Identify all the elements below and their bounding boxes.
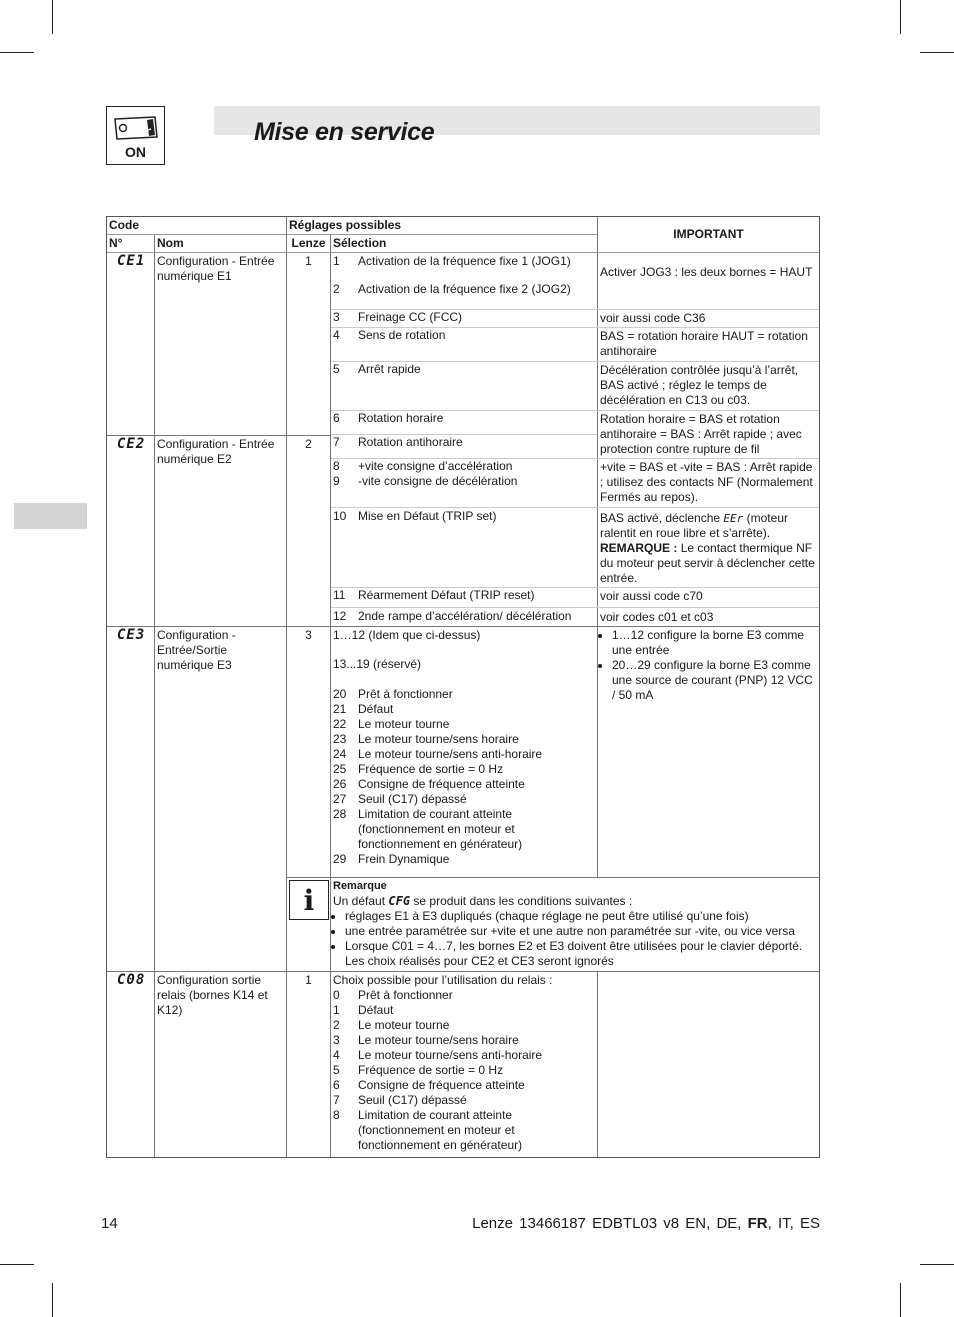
list-item: 26 Consigne de fréquence atteinte [333, 777, 525, 791]
parameter-table [106, 216, 820, 1158]
crop-mark [900, 0, 901, 34]
document-reference: Lenze 13466187 EDBTL03 v8 EN, DE, FR, IT, ES [472, 1215, 820, 1232]
list-item: 8 Limitation de courant atteinte (fonctionnement en moteur et fonctionnement en générateur) [333, 1108, 523, 1152]
important-quick-stop: Décélération contrôlée jusqu’à l’arrêt, BAS activé ; réglez le temps de décélération en C13 ou c03. [600, 363, 799, 408]
list-item: 24 Le moteur tourne/sens anti-horaire [333, 747, 543, 761]
crop-mark [920, 1264, 954, 1265]
header-selection: Sélection [333, 236, 387, 250]
important-list-ce3 [598, 628, 819, 703]
table-header [107, 217, 819, 252]
table-row [107, 971, 819, 1157]
name-ce2: Configuration - Entrée numérique E2 [155, 436, 287, 626]
code-c08: C08 [107, 972, 155, 1157]
list-item: 7 Rotation antihoraire [331, 434, 597, 450]
lenze-ce3: 3 [287, 627, 331, 877]
list-item: • 1…12 configure la borne E3 comme une entrée [612, 628, 819, 658]
list-item: 21 Défaut [333, 702, 394, 716]
important-c70: voir aussi code c70 [600, 589, 703, 604]
selection-list-c08 [331, 988, 597, 1153]
list-item: 3 Le moteur tourne/sens horaire [333, 1033, 519, 1047]
list-item: 23 Le moteur tourne/sens horaire [333, 732, 519, 746]
list-item: 6 Consigne de fréquence atteinte [333, 1078, 525, 1092]
note-intro: Un défaut CFG se produit dans les conditions suivantes : [333, 894, 633, 908]
page-title: Mise en service [254, 118, 435, 146]
list-item: 7 Seuil (C17) dépassé [333, 1093, 467, 1107]
list-item: • une entrée paramétrée sur +vite et une autre non paramétrée sur -vite, ou vice versa [345, 924, 817, 939]
important-plus-minus: +vite = BAS et -vite = BAS : Arrêt rapide ; utilisez des contacts NF (Normalement Fermés au repos). [600, 460, 813, 505]
lenze-c08: 1 [287, 972, 331, 1157]
side-tab-marker [14, 503, 87, 529]
lenze-ce1: 1 [287, 253, 331, 435]
table-row [107, 252, 819, 626]
name-c08: Configuration sortie relais (bornes K14 et K12) [155, 972, 287, 1157]
selection-list-ce3 [331, 687, 597, 867]
important-c01-c03: voir codes c01 et c03 [600, 609, 714, 624]
list-item: • 20…29 configure la borne E3 comme une source de courant (PNP) 12 VCC / 50 mA [612, 658, 819, 703]
sel-head-ce3: 1…12 (Idem que ci-dessus) [333, 628, 481, 642]
name-ce3: Configuration - Entrée/Sortie numérique E3 [155, 627, 287, 971]
list-item: 3 Freinage CC (FCC) [333, 309, 463, 324]
code-ce2: CE2 [107, 436, 155, 626]
header-settings: Réglages possibles [289, 218, 402, 232]
header-name: Nom [155, 235, 287, 252]
table-row [107, 626, 819, 971]
list-item: 5 Fréquence de sortie = 0 Hz [333, 1063, 504, 1077]
list-item: 6 Rotation horaire [333, 410, 444, 425]
sel-head-c08: Choix possible pour l’utilisation du relais : [333, 973, 553, 987]
header-lenze: Lenze [287, 235, 331, 252]
list-item: 9 -vite consigne de décélération [333, 474, 518, 489]
sel-reserved-ce3: 13...19 (réservé) [333, 657, 422, 671]
list-item: 10 Mise en Défaut (TRIP set) [333, 509, 497, 524]
list-item: 1 Activation de la fréquence fixe 1 (JOG1) [333, 254, 571, 268]
code-ce1: CE1 [107, 253, 155, 435]
power-switch-icon [106, 106, 165, 165]
important-c36: voir aussi code C36 [600, 310, 706, 325]
list-item: 2 Activation de la fréquence fixe 2 (JOG2) [333, 282, 571, 296]
list-item: 1 Défaut [333, 1003, 394, 1017]
lenze-ce2: 2 [287, 436, 331, 626]
header-code: Code [107, 217, 287, 234]
important-jog3: Activer JOG3 : les deux bornes = HAUT [600, 265, 813, 279]
important-rotation: BAS = rotation horaire HAUT = rotation antihoraire [600, 329, 808, 359]
header-important: IMPORTANT [673, 227, 744, 241]
name-ce1: Configuration - Entrée numérique E1 [155, 253, 287, 435]
list-item: 20 Prêt à fonctionner [333, 687, 453, 701]
list-item: 4 Sens de rotation [333, 328, 446, 343]
list-item: 11 Réarmement Défaut (TRIP reset) [333, 588, 535, 603]
list-item: 8 +vite consigne d’accélération [333, 459, 513, 474]
code-ce3: CE3 [107, 627, 155, 971]
crop-mark [52, 1283, 53, 1317]
switch-on-label: ON [125, 144, 146, 160]
crop-mark [920, 52, 954, 53]
crop-mark [0, 52, 34, 53]
info-icon: i [289, 880, 329, 920]
note-box [287, 877, 819, 971]
list-item: 4 Le moteur tourne/sens anti-horaire [333, 1048, 543, 1062]
list-item: 27 Seuil (C17) dépassé [333, 792, 467, 806]
list-item: 28 Limitation de courant atteinte (fonctionnement en moteur et fonctionnement en générateur) [333, 807, 523, 851]
list-item: • Lorsque C01 = 4…7, les bornes E2 et E3 doivent être utilisées pour le clavier déporté. Les choix réalisés pour CE2 et CE3 seront ignorés [345, 939, 817, 969]
crop-mark [52, 0, 53, 34]
list-item: 0 Prêt à fonctionner [333, 988, 453, 1002]
note-title: Remarque [333, 880, 387, 892]
list-item: 25 Fréquence de sortie = 0 Hz [333, 762, 504, 776]
note-list [333, 909, 817, 969]
crop-mark [900, 1283, 901, 1317]
important-trip-set: BAS activé, déclenche EEr (moteur ralentit en roue libre et s’arrête). REMARQUE : Le contact thermique NF du moteur peut servir à déclencher cette entrée. [600, 511, 815, 586]
list-item: 2 Le moteur tourne [333, 1018, 450, 1032]
list-item: 5 Arrêt rapide [333, 362, 421, 377]
crop-mark [0, 1264, 34, 1265]
important-cw-ccw: Rotation horaire = BAS et rotation antihoraire = BAS : Arrêt rapide ; avec protection contre rupture de fil [600, 411, 802, 456]
list-item: 12 2nde rampe d’accélération/ décélération [333, 608, 572, 623]
important-empty [598, 972, 819, 1157]
page-number: 14 [101, 1215, 118, 1232]
list-item: 22 Le moteur tourne [333, 717, 450, 731]
list-item: • réglages E1 à E3 dupliqués (chaque réglage ne peut être utilisé qu’une fois) [345, 909, 817, 924]
header-no: N° [107, 235, 155, 252]
list-item: 29 Frein Dynamique [333, 852, 450, 866]
